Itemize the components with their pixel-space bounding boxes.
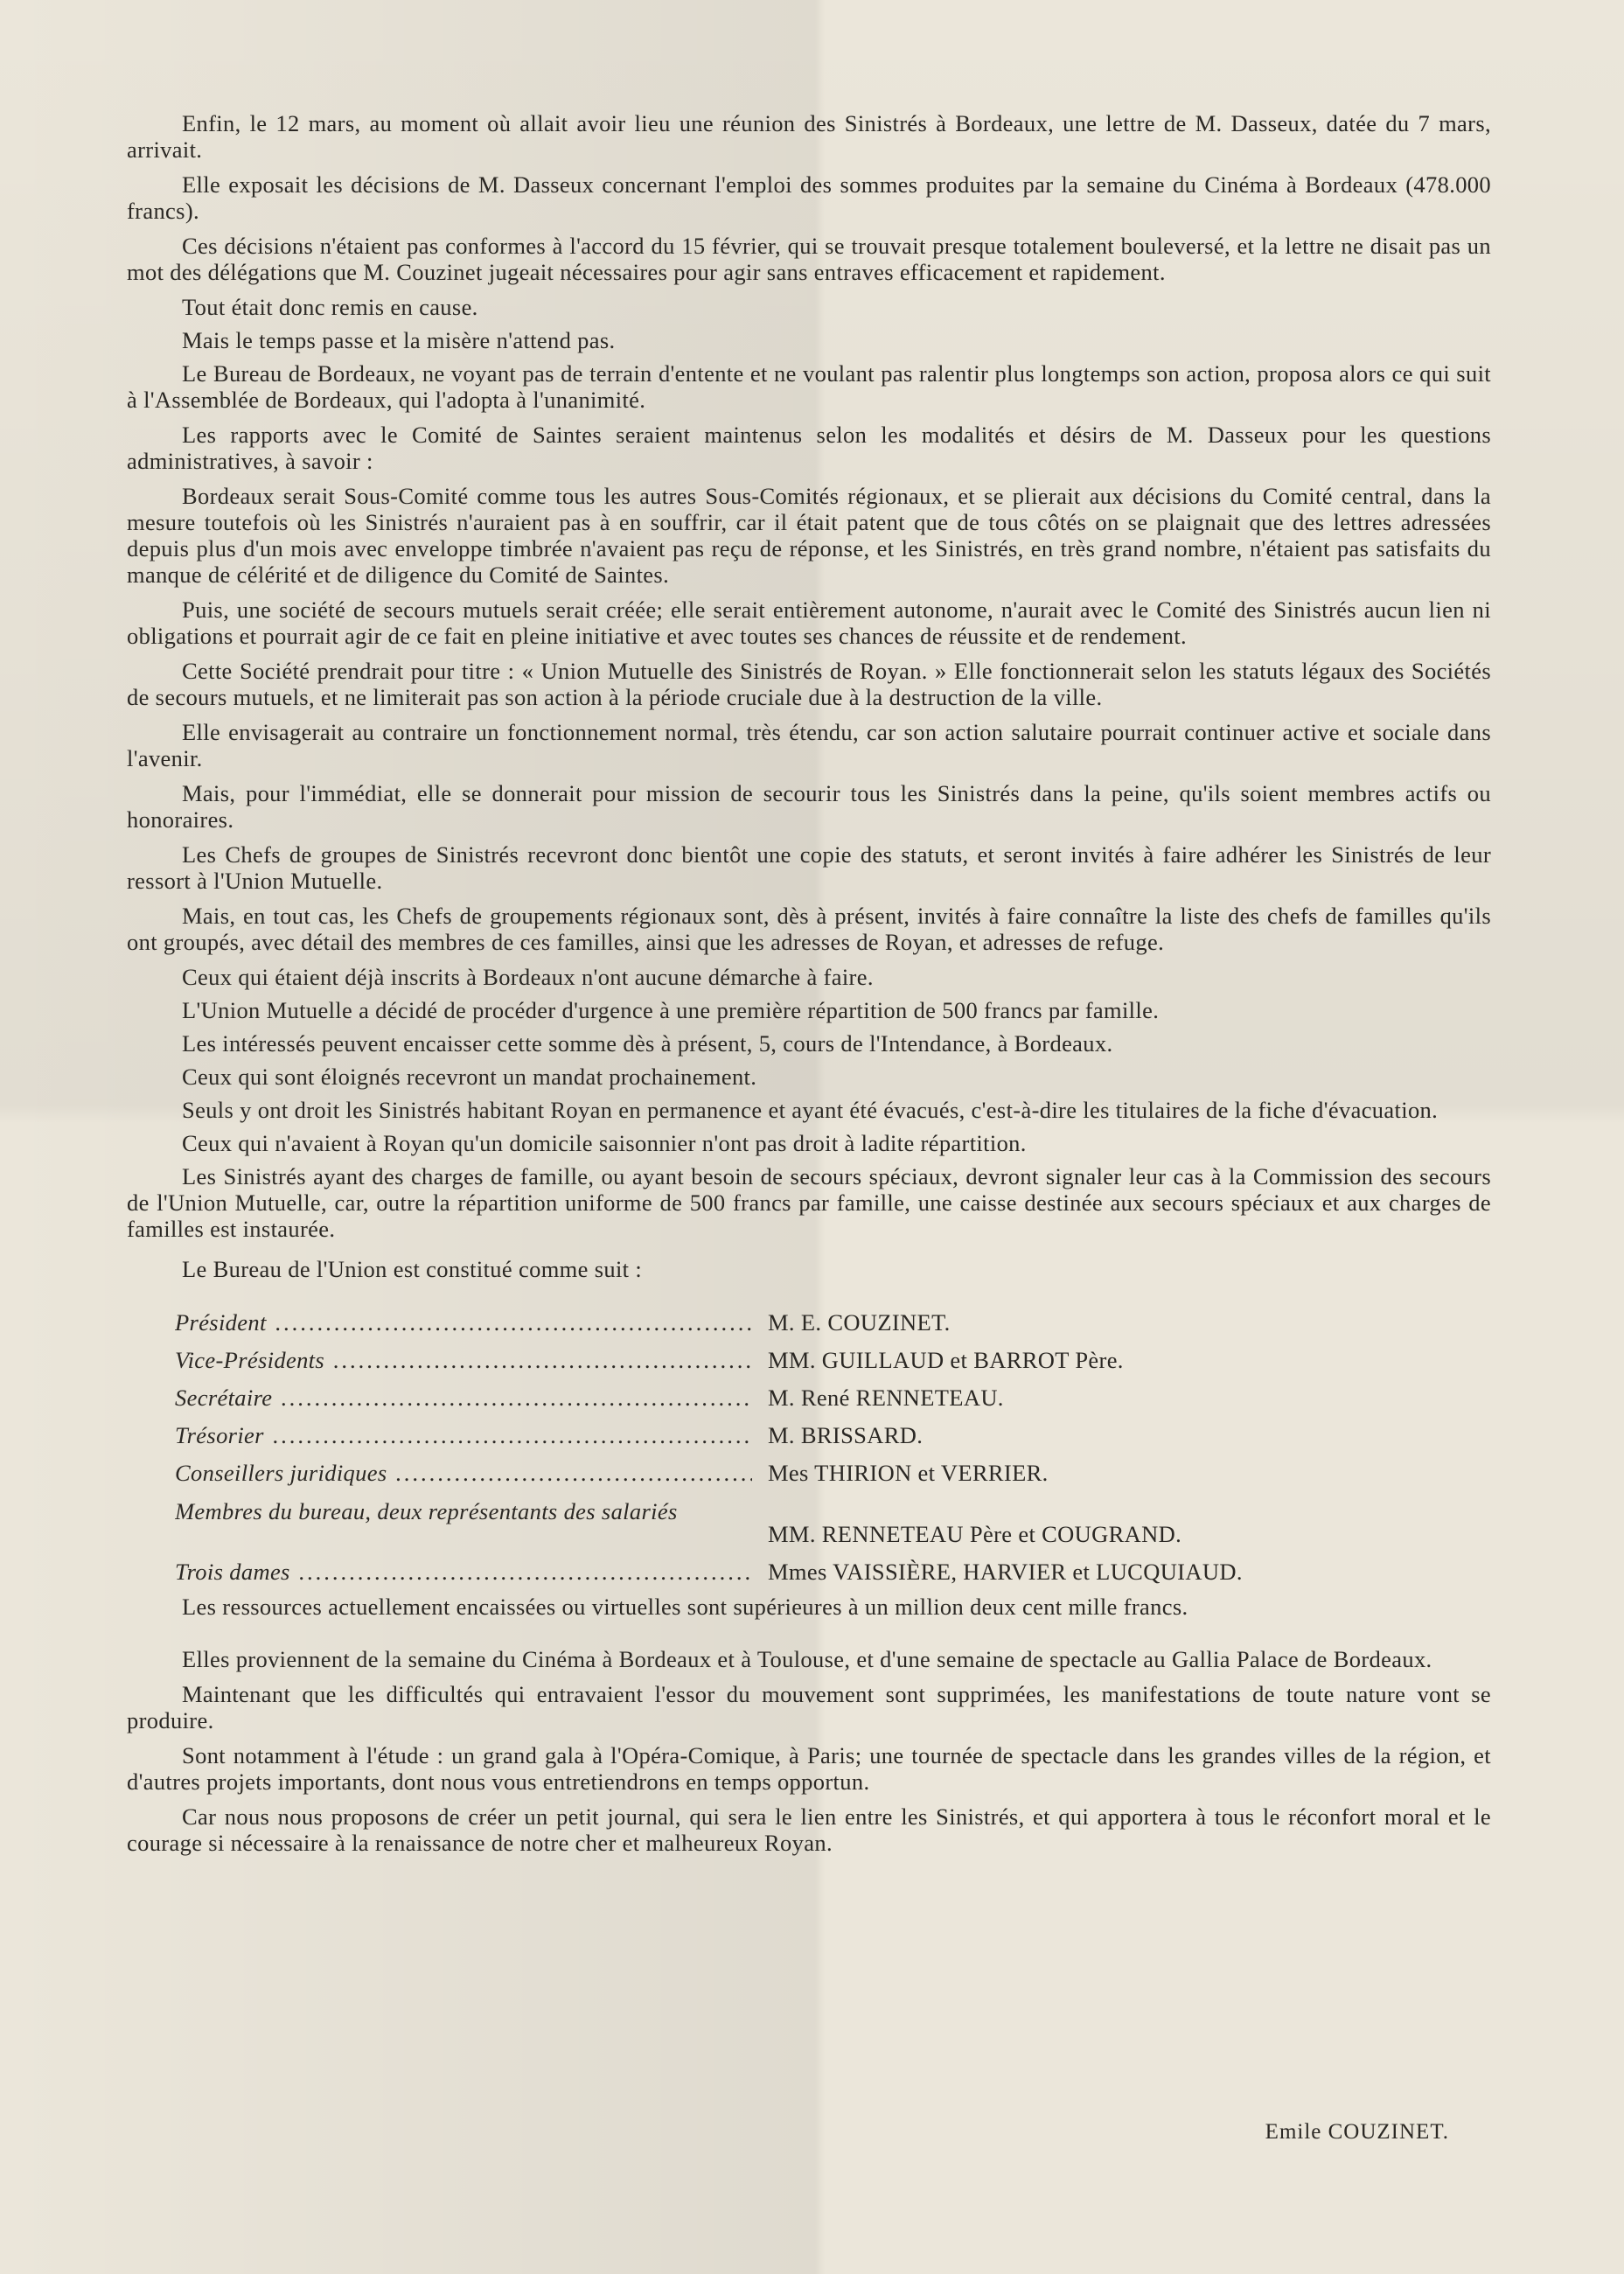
- paragraph-19: Seuls y ont droit les Sinistrés habitant Royan en permanence et ayant été évacués, c'est-à-dire les titulaires de la fiche d'évacuation.: [182, 1097, 1439, 1123]
- paragraph-4: Tout était donc remis en cause.: [182, 294, 478, 320]
- bureau-row-secretaire: [175, 1373, 1443, 1411]
- paragraph-9: Puis, une société de secours mutuels serait créée; elle serait entièrement autonome, n'aurait avec le Comité des Sinistrés aucun lien ni obligations et pourrait agir de ce fait en pleine initiative et avec toutes ses chances de réussite et de rendement.: [127, 596, 1491, 649]
- bureau-intro: Le Bureau de l'Union est constitué comme suit :: [182, 1256, 643, 1282]
- bureau-row-tresorier: [175, 1411, 1443, 1448]
- role-member: MM. RENNETEAU Père et COUGRAND.: [768, 1521, 1182, 1547]
- role-label: Vice-Présidents .....: [175, 1347, 752, 1373]
- role-member: Mes THIRION et VERRIER.: [768, 1460, 1049, 1486]
- paragraph-14: Mais, en tout cas, les Chefs de groupements régionaux sont, dès à présent, invités à faire connaître la liste des chefs de familles qu'ils ont groupés, avec détail des membres de ces familles, ainsi que les adresses de Royan, et adresses de refuge.: [127, 903, 1491, 955]
- paragraph-3: Ces décisions n'étaient pas conformes à l'accord du 15 février, qui se trouvait presque totalement bouleversé, et la lettre ne disait pas un mot des délégations que M. Couzinet jugeait nécessaires pour agir sans entraves efficacement et rapidement.: [127, 233, 1491, 285]
- role-member: M. BRISSARD.: [768, 1422, 924, 1448]
- paragraph-18: Ceux qui sont éloignés recevront un mandat prochainement.: [182, 1064, 757, 1090]
- role-label: Trésorier .....: [175, 1422, 752, 1448]
- role-label: Trois dames .....: [175, 1559, 752, 1585]
- closing-paragraph-3: Maintenant que les difficultés qui entravaient l'essor du mouvement sont supprimées, les manifestations de toute nature vont se produire.: [127, 1681, 1491, 1733]
- bureau-row-dames: [175, 1547, 1443, 1585]
- paragraph-11: Elle envisagerait au contraire un fonctionnement normal, très étendu, car son action salutaire pourrait continuer active et sociale dans l'avenir.: [127, 719, 1491, 771]
- role-label: Membres du bureau, deux représentants des salariés: [175, 1500, 678, 1524]
- closing-paragraph-1: Les ressources actuellement encaissées ou virtuelles sont supérieures à un million deux cent mille francs.: [182, 1594, 1188, 1620]
- role-member: M. René RENNETEAU.: [768, 1385, 1004, 1411]
- role-label: Secrétaire .....: [175, 1385, 752, 1411]
- paragraph-1: Enfin, le 12 mars, au moment où allait avoir lieu une réunion des Sinistrés à Bordeaux, une lettre de M. Dasseux, datée du 7 mars, arrivait.: [127, 110, 1491, 163]
- bureau-row-conseillers: [175, 1448, 1443, 1486]
- paragraph-10: Cette Société prendrait pour titre : « Union Mutuelle des Sinistrés de Royan. » Elle fonctionnerait selon les statuts légaux des Sociétés de secours mutuels, et ne limiterait pas son action à la période cruciale due à la destruction de la ville.: [127, 658, 1491, 710]
- bureau-row-vice-presidents: [175, 1336, 1443, 1373]
- role-member: MM. GUILLAUD et BARROT Père.: [768, 1347, 1124, 1373]
- paragraph-16: L'Union Mutuelle a décidé de procéder d'urgence à une première répartition de 500 francs par famille.: [182, 997, 1160, 1023]
- role-label: Conseillers juridiques .....: [175, 1460, 752, 1486]
- signature: Emile COUZINET.: [1265, 2120, 1449, 2144]
- paragraph-21: Les Sinistrés ayant des charges de famille, ou ayant besoin de secours spéciaux, devront signaler leur cas à la Commission des secours de l'Union Mutuelle, car, outre la répartition uniforme de 500 francs par famille, une caisse destinée aux secours spéciaux et aux charges de familles est instaurée.: [127, 1163, 1491, 1242]
- closing-paragraph-2: Elles proviennent de la semaine du Cinéma à Bordeaux et à Toulouse, et d'une semaine de spectacle au Gallia Palace de Bordeaux.: [182, 1646, 1432, 1672]
- paragraph-5: Mais le temps passe et la misère n'attend pas.: [182, 327, 616, 353]
- closing-paragraph-5: Car nous nous proposons de créer un petit journal, qui sera le lien entre les Sinistrés, et qui apportera à tous le réconfort moral et le courage si nécessaire à la renaissance de notre cher et malheureux Royan.: [127, 1803, 1491, 1856]
- bureau-table: [175, 1298, 1443, 1585]
- role-member: Mmes VAISSIÈRE, HARVIER et LUCQUIAUD.: [768, 1559, 1243, 1585]
- bureau-row-president: [175, 1298, 1443, 1336]
- paragraph-17: Les intéressés peuvent encaisser cette somme dès à présent, 5, cours de l'Intendance, à Bordeaux.: [182, 1030, 1113, 1057]
- bureau-row-membres: [175, 1486, 1443, 1547]
- paragraph-6: Le Bureau de Bordeaux, ne voyant pas de terrain d'entente et ne voulant pas ralentir plus longtemps son action, proposa alors ce qui suit à l'Assemblée de Bordeaux, qui l'adopta à l'unanimité.: [127, 360, 1491, 413]
- role-member: M. E. COUZINET.: [768, 1309, 951, 1336]
- paragraph-7: Les rapports avec le Comité de Saintes seraient maintenus selon les modalités et désirs de M. Dasseux pour les questions administratives, à savoir :: [127, 422, 1491, 474]
- paragraph-20: Ceux qui n'avaient à Royan qu'un domicile saisonnier n'ont pas droit à ladite répartition.: [182, 1130, 1027, 1156]
- closing-paragraph-4: Sont notamment à l'étude : un grand gala à l'Opéra-Comique, à Paris; une tournée de spectacle dans les grandes villes de la région, et d'autres projets importants, dont nous vous entretiendrons en temps opportun.: [127, 1742, 1491, 1795]
- paragraph-2: Elle exposait les décisions de M. Dasseux concernant l'emploi des sommes produites par la semaine du Cinéma à Bordeaux (478.000 francs).: [127, 171, 1491, 224]
- letter-body: [127, 110, 1491, 1865]
- paragraph-12: Mais, pour l'immédiat, elle se donnerait pour mission de secourir tous les Sinistrés dans la peine, qu'ils soient membres actifs ou honoraires.: [127, 780, 1491, 833]
- role-label: Président .....: [175, 1309, 752, 1336]
- paragraph-8: Bordeaux serait Sous-Comité comme tous les autres Sous-Comités régionaux, et se plierait aux décisions du Comité central, dans la mesure toutefois où les Sinistrés n'auraient pas à en souffrir, car il était patent que de tous côtés on se plaignait que des lettres adressées depuis plus d'un mois avec enveloppe timbrée n'avaient pas reçu de réponse, et les Sinistrés, en très grand nombre, n'étaient pas satisfaits du manque de célérité et de diligence du Comité de Saintes.: [127, 483, 1491, 588]
- paragraph-13: Les Chefs de groupes de Sinistrés recevront donc bientôt une copie des statuts, et seront invités à faire adhérer les Sinistrés de leur ressort à l'Union Mutuelle.: [127, 841, 1491, 894]
- paragraph-15: Ceux qui étaient déjà inscrits à Bordeaux n'ont aucune démarche à faire.: [182, 964, 874, 990]
